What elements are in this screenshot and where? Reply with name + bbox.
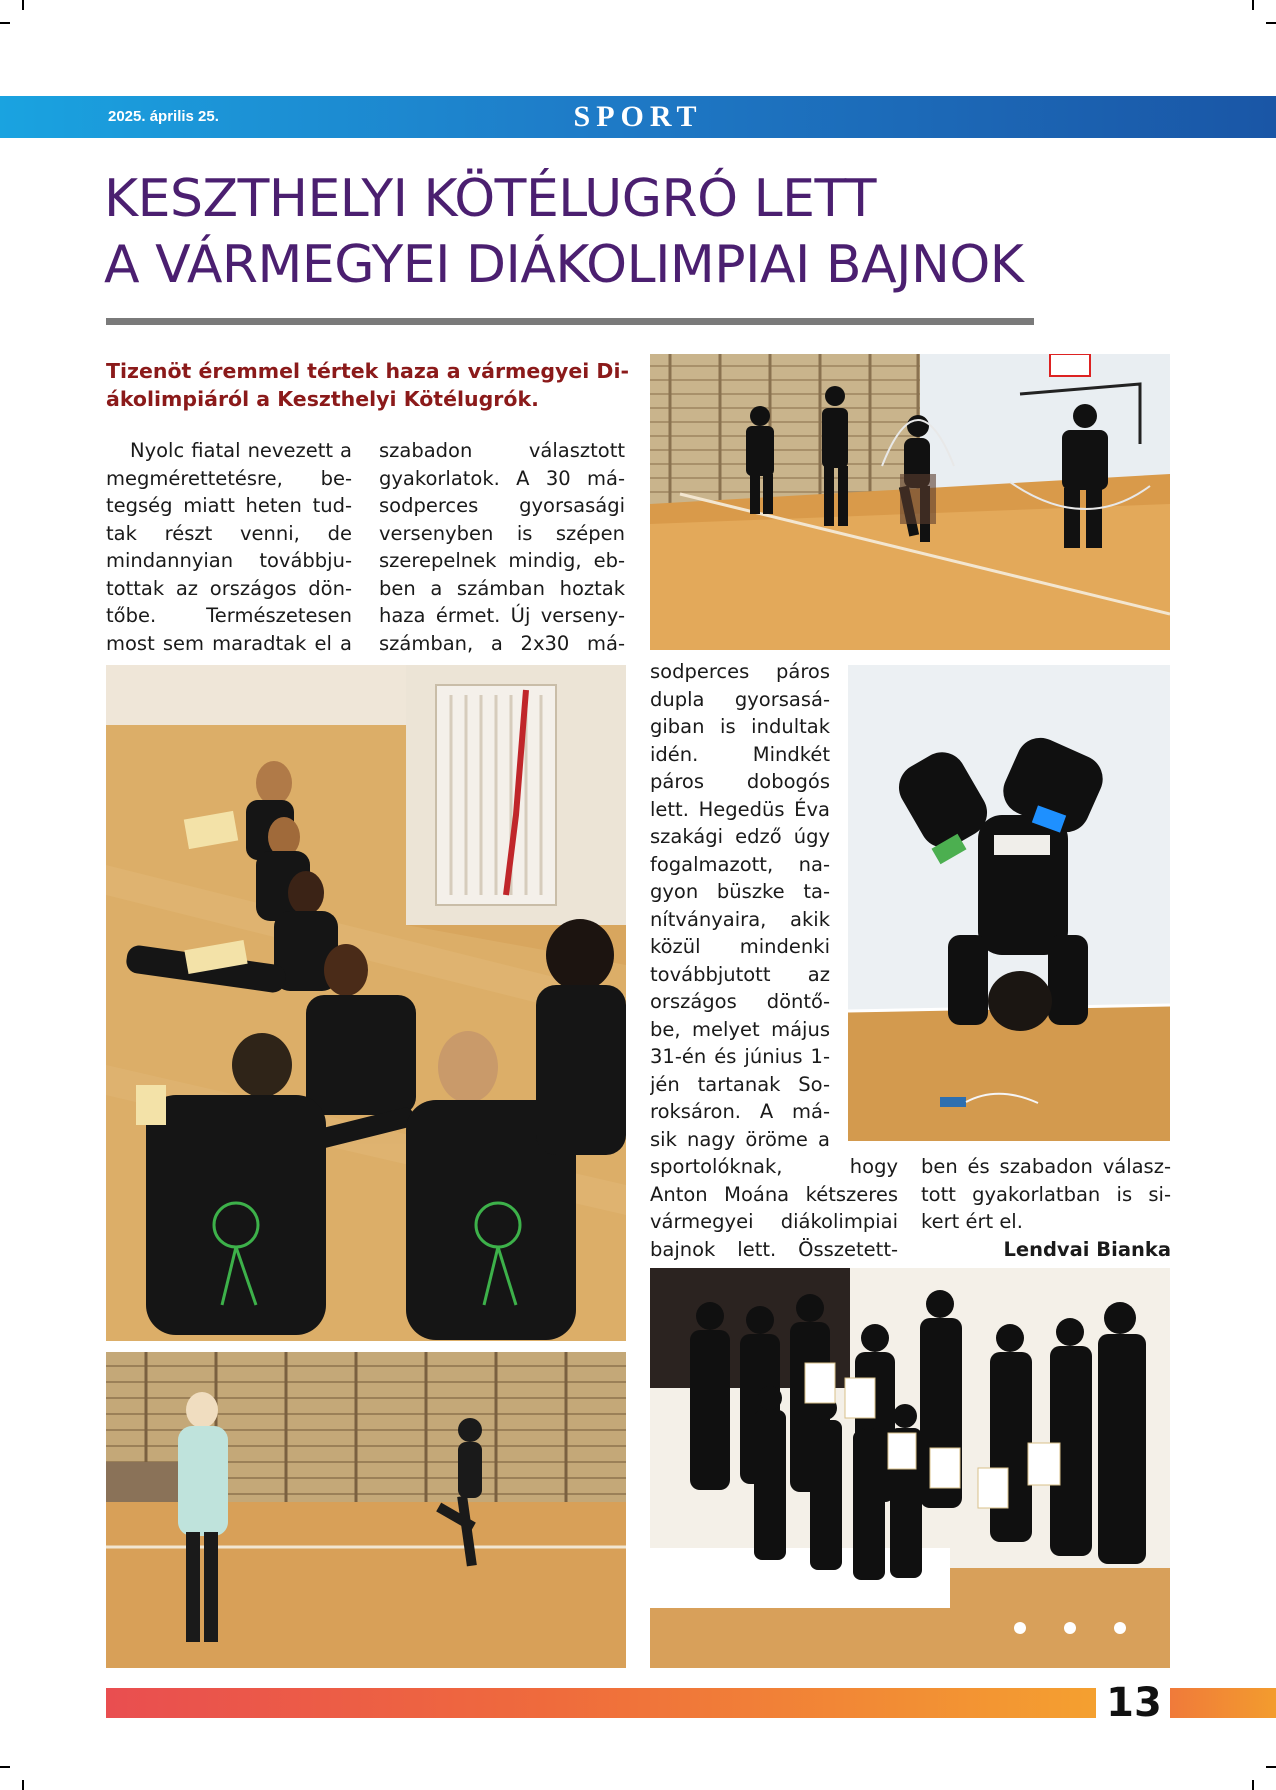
article-lead bbox=[106, 357, 629, 413]
text-line: idén. Mindkét bbox=[650, 742, 830, 766]
text-line: közül mindenki bbox=[650, 935, 830, 958]
text-line: tőbe. Természetesen bbox=[106, 604, 352, 627]
title-line: KESZTHELYI KÖTÉLUGRÓ LETT bbox=[104, 169, 877, 229]
photo-handstand bbox=[848, 665, 1170, 1141]
text-line: sodperces gyorsasági bbox=[379, 494, 625, 517]
body-column-1 bbox=[106, 437, 352, 657]
text-line: be, melyet május bbox=[650, 1017, 830, 1041]
text-line: szerepelnek mindig, eb- bbox=[379, 549, 625, 572]
article-title bbox=[104, 166, 1023, 298]
text-line: szakági edző úgy bbox=[650, 825, 830, 848]
issue-date: 2025. április 25. bbox=[108, 108, 219, 125]
text-line: országos döntő- bbox=[650, 990, 830, 1013]
text-line: dupla gyorsasá- bbox=[650, 687, 830, 711]
text-line: sportolóknak, hogy bbox=[650, 1155, 898, 1178]
body-column-3 bbox=[650, 658, 898, 1263]
crop-mark bbox=[1266, 22, 1276, 24]
text-line: versenyben is szépen bbox=[379, 521, 625, 545]
text-line: tottak az országos dön- bbox=[106, 576, 352, 600]
crop-mark bbox=[1266, 1766, 1276, 1768]
body-column-2 bbox=[379, 437, 625, 657]
title-line: A VÁRMEGYEI DIÁKOLIMPIAI BAJNOK bbox=[104, 235, 1024, 295]
text-line: bajnok lett. Összetett- bbox=[650, 1237, 898, 1261]
title-rule bbox=[106, 318, 1034, 325]
text-line: nítványaira, akik bbox=[650, 907, 830, 931]
text-line: mindannyian továbbju- bbox=[106, 549, 352, 572]
text-line: vármegyei diákolimpiai bbox=[650, 1210, 898, 1233]
text-line: páros dobogós bbox=[650, 770, 830, 793]
text-line: Nyolc fiatal nevezett a bbox=[130, 439, 352, 462]
footer-bar-right bbox=[1170, 1688, 1276, 1718]
text-line: tak részt venni, de bbox=[106, 521, 352, 545]
text-line: roksáron. A má- bbox=[650, 1100, 830, 1123]
text-line: ben és szabadon válasz- bbox=[921, 1155, 1171, 1178]
crop-mark bbox=[22, 0, 24, 10]
lead-line: ákolimpiáról a Keszthelyi Kötélugrók. bbox=[106, 387, 539, 411]
text-line: sik nagy öröme a bbox=[650, 1127, 830, 1151]
crop-mark bbox=[1252, 1780, 1254, 1790]
text-line: kert ért el. bbox=[921, 1210, 1023, 1233]
crop-mark bbox=[1252, 0, 1254, 10]
text-line: haza érmet. Új verseny- bbox=[379, 604, 625, 627]
photo-coach-training bbox=[106, 1352, 626, 1668]
text-line: gyon büszke ta- bbox=[650, 880, 830, 903]
text-line: giban is indultak bbox=[650, 715, 830, 738]
text-line: tegség miatt heten tud- bbox=[106, 494, 352, 517]
text-line: szabadon választott bbox=[379, 439, 625, 462]
text-line: megmérettetésre, be- bbox=[106, 466, 352, 490]
text-line: sodperces páros bbox=[650, 660, 830, 683]
text-line: 31-én és június 1- bbox=[650, 1045, 830, 1068]
article-author: Lendvai Bianka bbox=[1003, 1237, 1171, 1261]
photo-team-medals bbox=[650, 1268, 1170, 1668]
text-line: fogalmazott, na- bbox=[650, 852, 830, 876]
photo-gym-jump-rope bbox=[650, 354, 1170, 650]
text-line: jén tartanak So- bbox=[650, 1072, 830, 1096]
crop-mark bbox=[0, 1766, 10, 1768]
crop-mark bbox=[22, 1780, 24, 1790]
section-title: SPORT bbox=[573, 100, 703, 133]
text-line: tott gyakorlatban is si- bbox=[921, 1182, 1171, 1206]
body-column-4 bbox=[921, 1153, 1171, 1263]
text-line: Anton Moána kétszeres bbox=[650, 1182, 898, 1206]
text-line: most sem maradtak el a bbox=[106, 631, 352, 655]
text-line: gyakorlatok. A 30 má- bbox=[379, 466, 625, 490]
text-line: számban, a 2x30 má- bbox=[379, 631, 625, 655]
lead-line: Tizenöt éremmel tértek haza a vármegyei Di- bbox=[106, 359, 629, 383]
text-line: ben a számban hoztak bbox=[379, 576, 625, 600]
text-line: továbbjutott az bbox=[650, 962, 830, 986]
text-line: lett. Hegedüs Éva bbox=[650, 797, 830, 821]
crop-mark bbox=[0, 22, 10, 24]
footer-bar bbox=[106, 1688, 1096, 1718]
photo-team-sitting bbox=[106, 665, 626, 1341]
page-number: 13 bbox=[1106, 1680, 1162, 1726]
